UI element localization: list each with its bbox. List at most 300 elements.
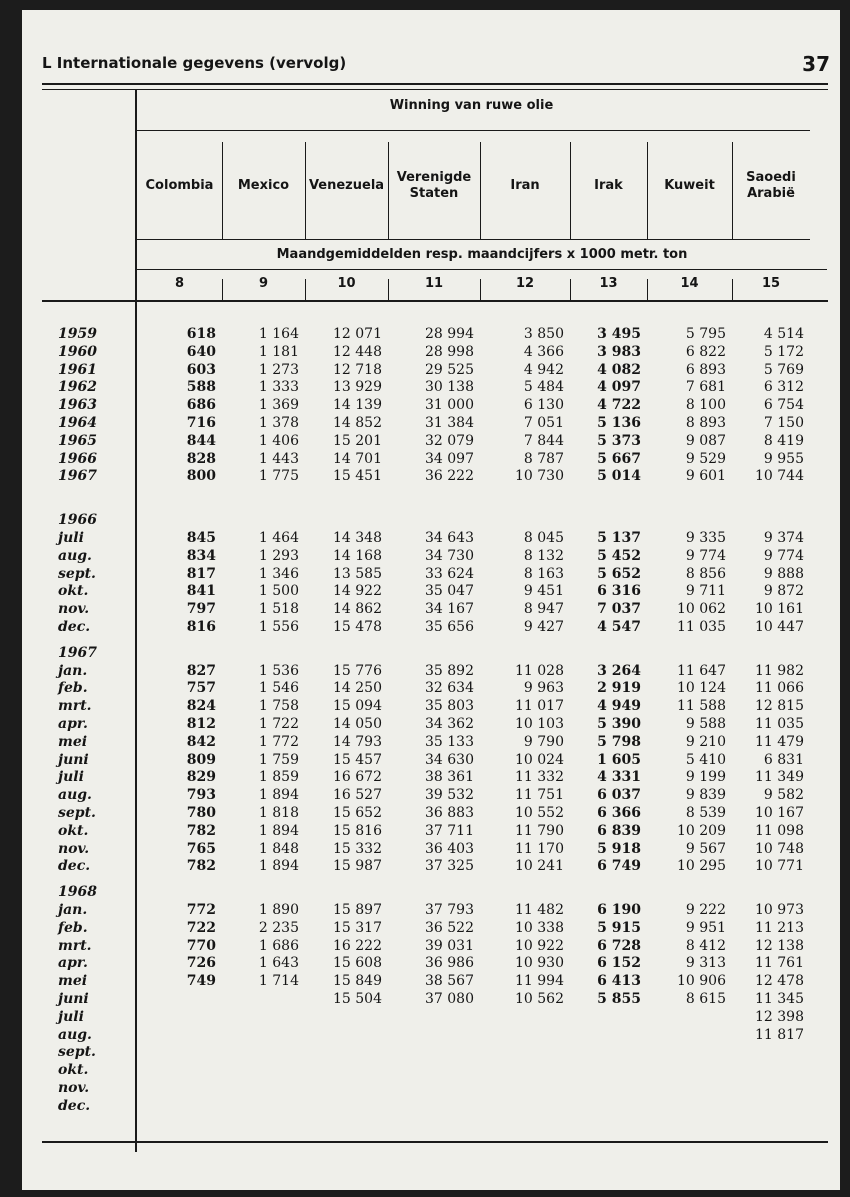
table-cell: 8 100 [685,397,726,414]
column-number: 15 [761,276,781,291]
table-cell: 11 982 [755,662,804,679]
table-cell: 34 362 [425,716,474,732]
table-cell: 35 047 [425,583,474,600]
table-cell: 31 000 [425,397,474,414]
table-cell: 1 518 [258,601,299,618]
table-cell: 9 222 [685,902,726,918]
table-cell: 14 050 [333,716,382,732]
column-number: 14 [680,276,699,291]
row-label: 1962 [58,379,97,396]
table-cell: 5 390 [597,716,641,732]
table-cell: 15 317 [333,919,382,936]
table-cell: 1 758 [258,698,299,715]
table-cell: 6 130 [523,397,564,414]
table-cell: 11 170 [515,840,564,857]
table-cell: 10 906 [677,973,726,990]
column-header: Mexico [237,178,290,193]
table-cell: 14 862 [333,601,382,618]
table-cell: 37 711 [425,822,474,839]
table-cell: 772 [186,902,216,918]
table-cell: 782 [186,822,216,839]
table-cell: 11 035 [755,716,804,732]
table-cell: 4 949 [597,698,641,715]
row-label: apr. [58,716,88,732]
column-header: Verenigde Staten [396,170,472,201]
table-cell: 9 427 [523,619,564,635]
column-number: 12 [515,276,535,291]
table-cell: 1 772 [258,733,299,750]
table-cell: 32 079 [425,432,474,449]
column-number: 13 [599,276,618,291]
table-cell: 1 378 [258,415,299,431]
table-cell: 14 793 [333,733,382,750]
table-cell: 1 759 [258,751,299,768]
column-number: 11 [424,276,444,291]
table-cell: 7 150 [763,415,804,431]
table-cell: 5 769 [763,361,804,378]
table-cell: 9 963 [523,680,564,697]
table-cell: 11 647 [677,662,726,679]
row-label: 1963 [58,397,97,414]
table-cell: 16 527 [333,787,382,804]
table-cell: 829 [186,769,216,786]
column-divider [647,142,648,239]
table-cell: 5 452 [597,547,641,564]
table-cell: 15 478 [333,619,382,635]
table-cell: 1 894 [258,787,299,804]
table-cell: 11 751 [515,787,564,804]
column-number: 8 [174,276,185,291]
table-cell: 15 332 [333,840,382,857]
table-cell: 31 384 [425,415,474,431]
table-cell: 12 398 [755,1008,804,1025]
table-cell: 15 094 [333,698,382,715]
column-header: Saoedi Arabië [746,170,796,201]
table-cell: 12 478 [755,973,804,990]
table-cell: 1 848 [258,840,299,857]
row-label: mei [58,733,88,750]
table-cell: 8 132 [523,547,564,564]
column-header-rule [137,239,810,240]
table-cell: 35 656 [425,619,474,635]
table-cell: 834 [186,547,216,564]
table-cell: 782 [186,858,216,875]
table-cell: 8 856 [685,565,726,582]
table-cell: 9 529 [685,450,726,467]
column-number-divider [305,279,306,302]
row-label: mrt. [58,937,92,954]
table-cell: 1 293 [258,547,299,564]
table-cell: 15 776 [333,662,382,679]
table-cell: 14 168 [333,547,382,564]
table-cell: 5 652 [597,565,641,582]
table-cell: 6 312 [763,379,804,396]
table-cell: 14 348 [333,530,382,546]
row-label: sept. [58,805,96,821]
table-cell: 10 124 [677,680,726,697]
row-label: aug. [58,787,92,804]
table-cell: 9 774 [685,547,726,564]
table-cell: 6 839 [597,822,641,839]
column-number-divider [570,279,571,302]
table-cell: 10 748 [755,840,804,857]
header-title: Internationale gegevens (vervolg) [56,54,347,72]
table-cell: 841 [186,583,216,600]
table-cell: 5 137 [597,530,641,546]
table-cell: 11 994 [515,973,564,990]
column-divider [570,142,571,239]
table-cell: 4 331 [597,769,641,786]
table-cell: 10 338 [515,919,564,936]
table-cell: 12 718 [333,361,382,378]
table-cell: 1 406 [258,432,299,449]
table-cell: 11 017 [515,698,564,715]
table-cell: 11 761 [755,955,804,972]
table-cell: 36 403 [425,840,474,857]
table-cell: 4 514 [763,326,804,342]
table-cell: 6 749 [597,858,641,875]
table-cell: 4 547 [597,619,641,635]
table-cell: 9 951 [685,919,726,936]
table-cell: 11 028 [515,662,564,679]
table-cell: 809 [186,751,216,768]
row-label: nov. [58,1080,90,1096]
super-header-rule [137,130,810,131]
table-cell: 10 103 [515,716,564,732]
table-cell: 603 [186,361,216,378]
table-cell: 5 172 [763,343,804,360]
table-cell: 4 942 [523,361,564,378]
table-cell: 10 167 [755,805,804,821]
table-cell: 10 241 [515,858,564,875]
table-cell: 16 222 [333,937,382,954]
table-cell: 11 482 [515,902,564,918]
table-cell: 39 031 [425,937,474,954]
column-divider [222,142,223,239]
column-number-divider [647,279,648,302]
table-cell: 15 987 [333,858,382,875]
table-cell: 15 608 [333,955,382,972]
table-cell: 35 133 [425,733,474,750]
table-cell: 4 097 [597,379,641,396]
table-cell: 9 087 [685,432,726,449]
page-header [42,54,346,72]
row-label: mei [58,973,88,990]
table-cell: 5 136 [597,415,641,431]
table-cell: 1 818 [258,805,299,821]
table-cell: 13 929 [333,379,382,396]
table-cell: 7 681 [685,379,726,396]
row-label: juni [58,751,89,768]
row-label: mrt. [58,698,92,715]
table-cell: 8 419 [763,432,804,449]
table-cell: 30 138 [425,379,474,396]
table-cell: 36 986 [425,955,474,972]
table-cell: 8 412 [685,937,726,954]
table-cell: 34 167 [425,601,474,618]
table-cell: 28 994 [425,326,474,342]
table-cell: 10 730 [515,468,564,485]
table-cell: 37 793 [425,902,474,918]
table-cell: 12 448 [333,343,382,360]
table-cell: 816 [186,619,216,635]
table-cell: 13 585 [333,565,382,582]
row-label: juli [58,1008,84,1025]
table-cell: 14 139 [333,397,382,414]
table-cell: 9 774 [763,547,804,564]
table-cell: 34 097 [425,450,474,467]
table-cell: 9 210 [685,733,726,750]
table-cell: 38 361 [425,769,474,786]
table-cell: 1 722 [258,716,299,732]
table-cell: 10 552 [515,805,564,821]
table-cell: 12 071 [333,326,382,342]
table-cell: 4 366 [523,343,564,360]
table-cell: 6 037 [597,787,641,804]
row-label: nov. [58,601,90,618]
column-number-rule [42,300,828,302]
table-cell: 15 201 [333,432,382,449]
table-cell: 5 410 [685,751,726,768]
table-cell: 5 795 [685,326,726,342]
row-label: jan. [58,902,88,918]
table-cell: 1 714 [258,973,299,990]
table-cell: 5 855 [597,991,641,1007]
table-cell: 39 532 [425,787,474,804]
table-cell: 9 199 [685,769,726,786]
row-label: aug. [58,1026,92,1043]
table-cell: 8 787 [523,450,564,467]
table-cell: 8 045 [523,530,564,546]
table-cell: 10 062 [677,601,726,618]
column-header: Venezuela [308,178,385,193]
row-label: 1966 [58,512,97,529]
row-label: nov. [58,840,90,857]
table-cell: 8 947 [523,601,564,618]
column-divider [480,142,481,239]
row-label: 1967 [58,468,97,485]
table-cell: 5 484 [523,379,564,396]
row-label: dec. [58,858,91,875]
table-cell: 8 163 [523,565,564,582]
table-cell: 14 701 [333,450,382,467]
table-cell: 10 024 [515,751,564,768]
table-cell: 12 815 [755,698,804,715]
row-label: 1964 [58,415,97,431]
table-cell: 1 443 [258,450,299,467]
table-cell: 9 872 [763,583,804,600]
table-cell: 11 817 [755,1026,804,1043]
table-cell: 10 562 [515,991,564,1007]
table-cell: 749 [186,973,216,990]
table-cell: 9 451 [523,583,564,600]
table-cell: 10 161 [755,601,804,618]
table-cell: 6 316 [597,583,641,600]
column-divider [305,142,306,239]
header-rule [42,83,828,85]
table-cell: 6 822 [685,343,726,360]
column-divider [732,142,733,239]
table-cell: 10 973 [755,902,804,918]
table-cell: 6 413 [597,973,641,990]
table-cell: 15 897 [333,902,382,918]
table-cell: 7 037 [597,601,641,618]
table-cell: 828 [186,450,216,467]
header-marker: L [42,54,52,72]
table-cell: 8 539 [685,805,726,821]
table-cell: 9 588 [685,716,726,732]
column-header: Kuweit [664,178,715,193]
table-cell: 824 [186,698,216,715]
table-cell: 1 775 [258,468,299,485]
table-cell: 10 771 [755,858,804,875]
table-cell: 11 098 [755,822,804,839]
table-cell: 1 859 [258,769,299,786]
column-number-divider [222,279,223,302]
table-cell: 726 [186,955,216,972]
column-header: Irak [594,178,623,193]
table-cell: 38 567 [425,973,474,990]
table-cell: 36 222 [425,468,474,485]
table-cell: 35 892 [425,662,474,679]
table-cell: 9 313 [685,955,726,972]
table-cell: 1 464 [258,530,299,546]
row-label: sept. [58,565,96,582]
row-label: okt. [58,822,89,839]
table-cell: 1 894 [258,858,299,875]
column-number: 9 [258,276,269,291]
table-cell: 10 447 [755,619,804,635]
table-cell: 3 495 [597,326,641,342]
table-cell: 37 080 [425,991,474,1007]
table-cell: 588 [186,379,216,396]
table-cell: 6 754 [763,397,804,414]
table-cell: 10 295 [677,858,726,875]
table-cell: 15 451 [333,468,382,485]
table-cell: 34 630 [425,751,474,768]
table-cell: 6 152 [597,955,641,972]
table-cell: 1 273 [258,361,299,378]
table-cell: 14 852 [333,415,382,431]
table-cell: 10 922 [515,937,564,954]
column-number-divider [732,279,733,302]
table-cell: 29 525 [425,361,474,378]
table-cell: 16 672 [333,769,382,786]
table-cell: 1 643 [258,955,299,972]
table-cell: 11 213 [755,919,804,936]
table-cell: 9 711 [685,583,726,600]
table-cell: 9 955 [763,450,804,467]
table-cell: 722 [186,919,216,936]
table-cell: 11 349 [755,769,804,786]
row-label: juli [58,769,84,786]
table-cell: 1 500 [258,583,299,600]
table-cell: 7 844 [523,432,564,449]
column-number-divider [480,279,481,302]
table-cell: 1 181 [258,343,299,360]
row-label: dec. [58,619,91,635]
table-cell: 3 264 [597,662,641,679]
table-cell: 12 138 [755,937,804,954]
row-label: 1968 [58,884,97,901]
table-cell: 5 373 [597,432,641,449]
table-cell: 11 790 [515,822,564,839]
table-cell: 36 883 [425,805,474,821]
table-cell: 37 325 [425,858,474,875]
table-cell: 9 790 [523,733,564,750]
table-cell: 812 [186,716,216,732]
table-cell: 33 624 [425,565,474,582]
row-label: 1960 [58,343,97,360]
table-cell: 9 888 [763,565,804,582]
document-page [22,10,840,1190]
table-cell: 5 798 [597,733,641,750]
table-cell: 15 457 [333,751,382,768]
table-cell: 780 [186,805,216,821]
table-cell: 6 190 [597,902,641,918]
header-rule-thin [42,89,828,90]
row-label: juni [58,991,89,1007]
table-cell: 34 643 [425,530,474,546]
table-cell: 9 335 [685,530,726,546]
table-cell: 5 014 [597,468,641,485]
table-cell: 800 [186,468,216,485]
table-cell: 2 919 [597,680,641,697]
unit-header: Maandgemiddelden resp. maandcijfers x 1000 metr. ton [276,247,688,262]
table-cell: 1 346 [258,565,299,582]
row-label: feb. [58,680,88,697]
table-cell: 5 918 [597,840,641,857]
table-cell: 15 504 [333,991,382,1007]
column-number: 10 [337,276,356,291]
table-cell: 1 686 [258,937,299,954]
table-cell: 765 [186,840,216,857]
table-cell: 9 374 [763,530,804,546]
table-cell: 1 333 [258,379,299,396]
table-cell: 8 615 [685,991,726,1007]
unit-header-rule [137,269,827,270]
table-cell: 827 [186,662,216,679]
table-cell: 14 922 [333,583,382,600]
table-cell: 640 [186,343,216,360]
page-number: 37 [802,52,830,76]
table-cell: 34 730 [425,547,474,564]
table-cell: 844 [186,432,216,449]
table-cell: 11 066 [755,680,804,697]
table-cell: 686 [186,397,216,414]
row-label: jan. [58,662,88,679]
row-label: juli [58,530,84,546]
table-cell: 845 [186,530,216,546]
table-cell: 6 893 [685,361,726,378]
column-header: Iran [510,178,540,193]
table-cell: 3 850 [523,326,564,342]
table-cell: 6 831 [763,751,804,768]
row-label: dec. [58,1097,91,1114]
table-cell: 1 164 [258,326,299,342]
row-label: 1959 [58,326,97,342]
table-cell: 4 722 [597,397,641,414]
table-cell: 15 652 [333,805,382,821]
table-cell: 9 839 [685,787,726,804]
table-cell: 8 893 [685,415,726,431]
table-cell: 842 [186,733,216,750]
table-cell: 10 930 [515,955,564,972]
table-cell: 797 [186,601,216,618]
row-label: aug. [58,547,92,564]
row-label: 1967 [58,644,97,661]
table-cell: 36 522 [425,919,474,936]
